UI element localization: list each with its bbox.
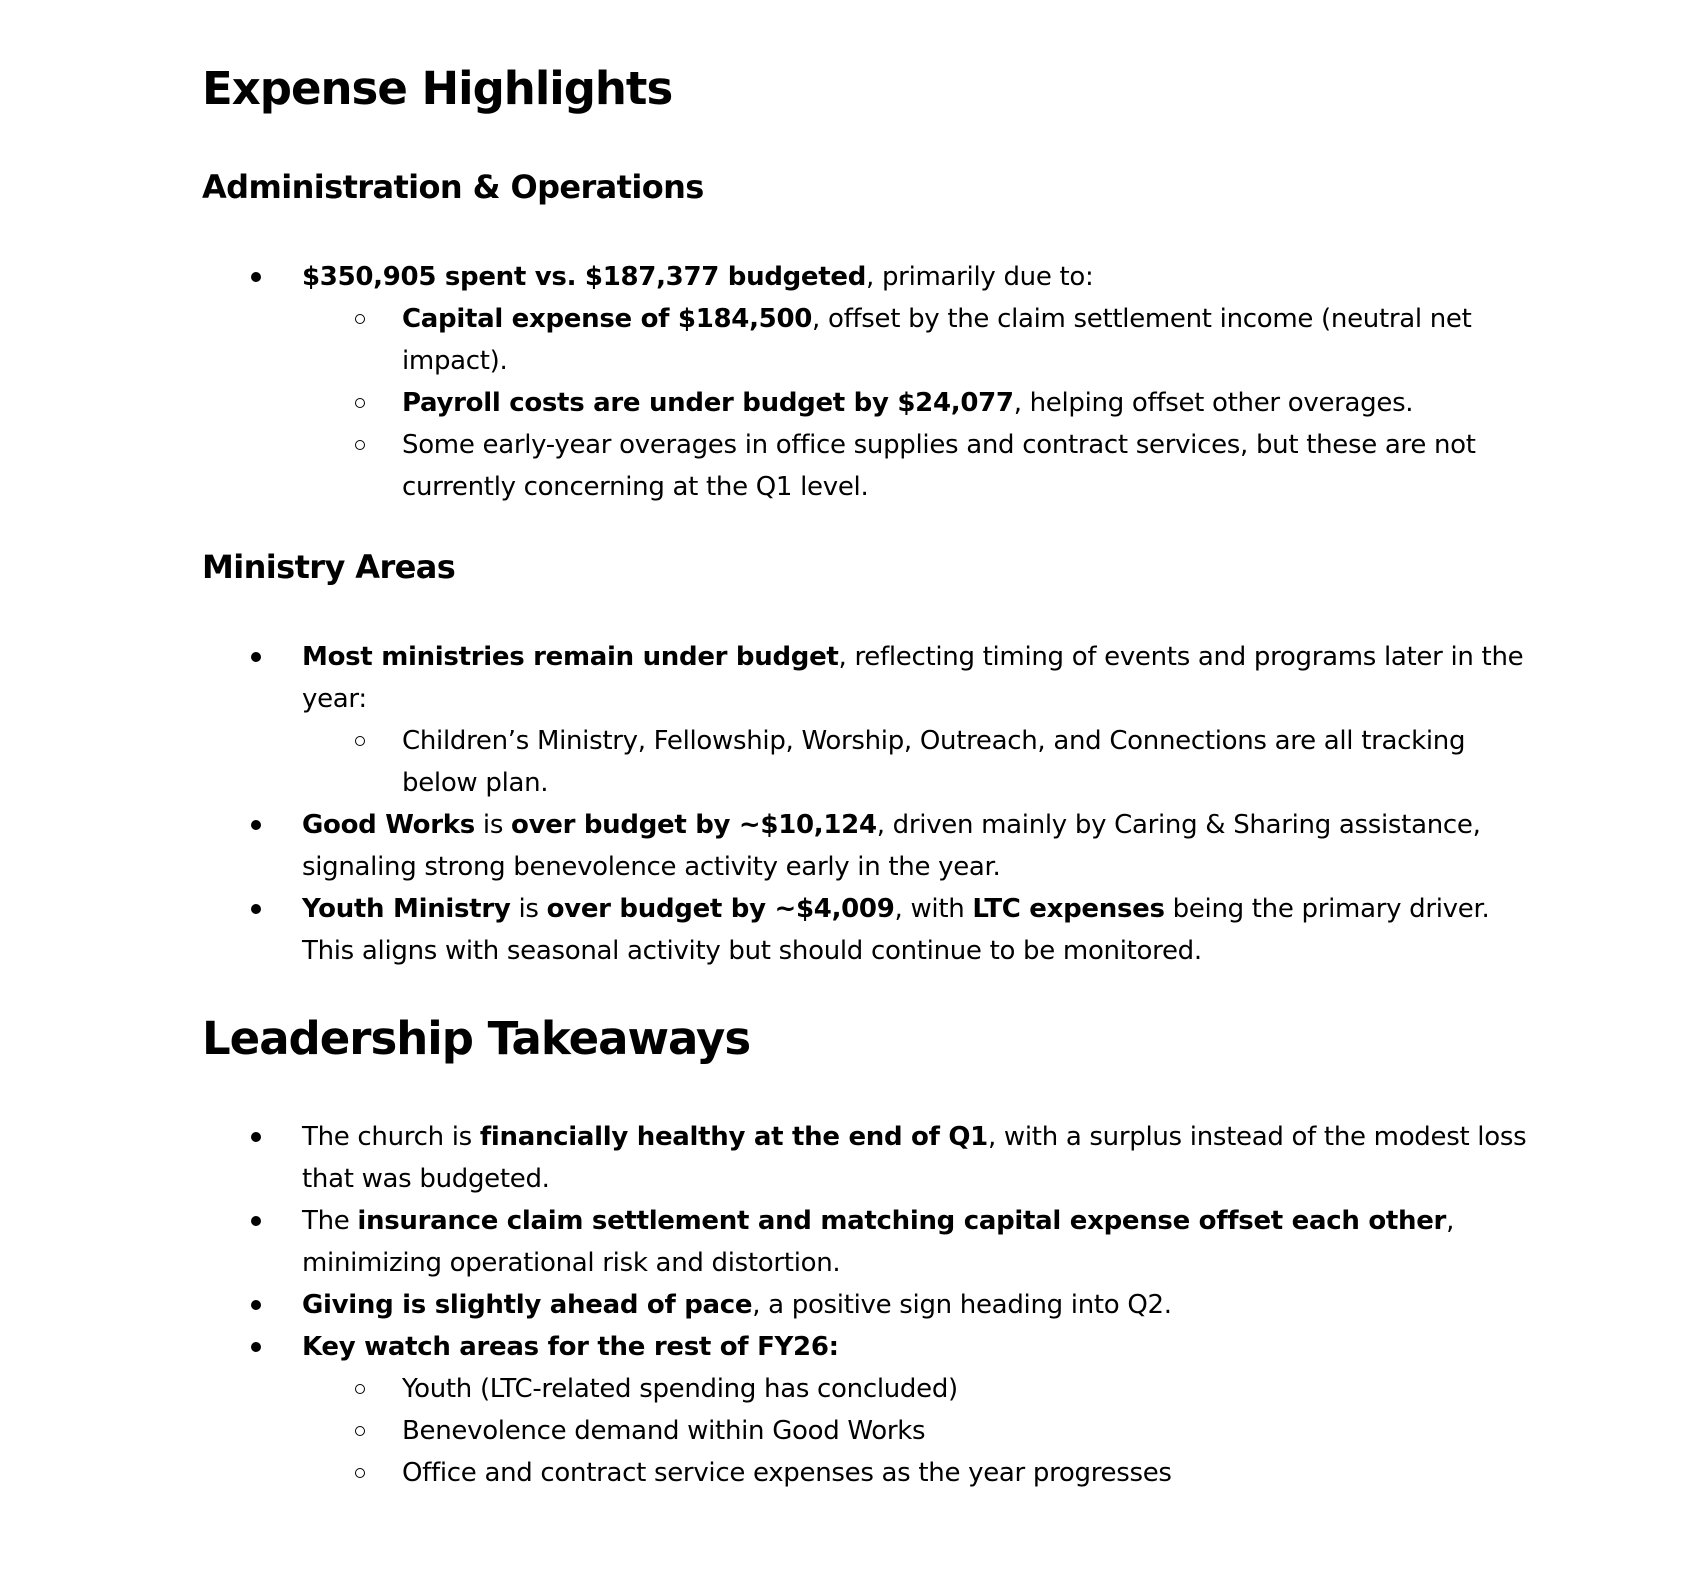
item-text: The: [302, 1206, 358, 1236]
list-item-continuation: below plan.: [402, 768, 549, 798]
bullet-icon: [251, 1132, 261, 1142]
circle-bullet-icon: [355, 1468, 365, 1478]
bold-text: financially healthy at the end of Q1: [479, 1122, 988, 1152]
list-item: [302, 804, 1481, 846]
bullet-icon: [251, 1216, 261, 1226]
bullet-icon: [251, 820, 261, 830]
item-text: , helping offset other overages.: [1013, 388, 1414, 418]
bullet-icon: [251, 904, 261, 914]
bold-text: $350,905 spent vs. $187,377 budgeted: [302, 262, 867, 292]
ministry-areas-heading: Ministry Areas: [202, 548, 456, 586]
item-text: , with: [894, 894, 973, 924]
leadership-takeaways-heading: Leadership Takeaways: [202, 1012, 751, 1065]
item-text: , primarily due to:: [866, 262, 1094, 292]
list-item: [302, 1326, 839, 1368]
bold-text: Key watch areas for the rest of FY26:: [302, 1332, 839, 1362]
item-text: is: [474, 810, 512, 840]
bold-text: Most ministries remain under budget: [302, 642, 839, 672]
list-item-continuation: minimizing operational risk and distortion.: [302, 1248, 841, 1278]
list-item: [302, 1284, 1172, 1326]
circle-bullet-icon: [355, 440, 365, 450]
item-text: , reflecting timing of events and programs later in the: [838, 642, 1524, 672]
item-text: , offset by the claim settlement income (neutral net: [812, 304, 1472, 334]
circle-bullet-icon: [355, 736, 365, 746]
list-item-continuation: This aligns with seasonal activity but should continue to be monitored.: [302, 936, 1202, 966]
bullet-icon: [251, 1342, 261, 1352]
list-item: [302, 256, 1093, 298]
list-item: [302, 1200, 1454, 1242]
list-item-continuation: that was budgeted.: [302, 1164, 550, 1194]
item-text: , driven mainly by Caring & Sharing assistance,: [876, 810, 1481, 840]
bold-text: Capital expense of $184,500: [402, 304, 813, 334]
watch-item: Youth (LTC-related spending has concluded): [402, 1374, 958, 1404]
item-text: being the primary driver.: [1164, 894, 1490, 924]
item-text: ,: [1446, 1206, 1455, 1236]
circle-bullet-icon: [355, 398, 365, 408]
list-item-continuation: currently concerning at the Q1 level.: [402, 472, 869, 502]
list-item-continuation: signaling strong benevolence activity early in the year.: [302, 852, 1001, 882]
bullet-icon: [251, 1300, 261, 1310]
item-text: is: [510, 894, 547, 924]
bold-text: over budget by ~$10,124: [511, 810, 877, 840]
list-item-continuation: year:: [302, 684, 367, 714]
bold-text: LTC expenses: [972, 894, 1165, 924]
administration-operations-heading: Administration & Operations: [202, 168, 704, 206]
list-item: [302, 1116, 1526, 1158]
watch-item: Office and contract service expenses as the year progresses: [402, 1458, 1172, 1488]
list-item: [402, 298, 1472, 340]
circle-bullet-icon: [355, 314, 365, 324]
bold-text: over budget by ~$4,009: [546, 894, 895, 924]
bold-text: Good Works: [302, 810, 475, 840]
list-item: Children’s Ministry, Fellowship, Worship, Outreach, and Connections are all tracking: [402, 726, 1466, 756]
list-item: [302, 636, 1523, 678]
watch-item: Benevolence demand within Good Works: [402, 1416, 926, 1446]
list-item: Some early-year overages in office supplies and contract services, but these are not: [402, 430, 1476, 460]
bold-text: Youth Ministry: [302, 894, 511, 924]
bullet-icon: [251, 652, 261, 662]
circle-bullet-icon: [355, 1426, 365, 1436]
list-item-continuation: impact).: [402, 346, 508, 376]
bold-text: insurance claim settlement and matching capital expense offset each other: [357, 1206, 1447, 1236]
circle-bullet-icon: [355, 1384, 365, 1394]
list-item: [402, 382, 1413, 424]
expense-highlights-heading: Expense Highlights: [202, 62, 673, 115]
item-text: The church is: [302, 1122, 480, 1152]
bold-text: Payroll costs are under budget by $24,077: [402, 388, 1014, 418]
list-item: [302, 888, 1489, 930]
bold-text: Giving is slightly ahead of pace: [302, 1290, 753, 1320]
item-text: , with a surplus instead of the modest loss: [987, 1122, 1527, 1152]
bullet-icon: [251, 272, 261, 282]
item-text: , a positive sign heading into Q2.: [752, 1290, 1172, 1320]
